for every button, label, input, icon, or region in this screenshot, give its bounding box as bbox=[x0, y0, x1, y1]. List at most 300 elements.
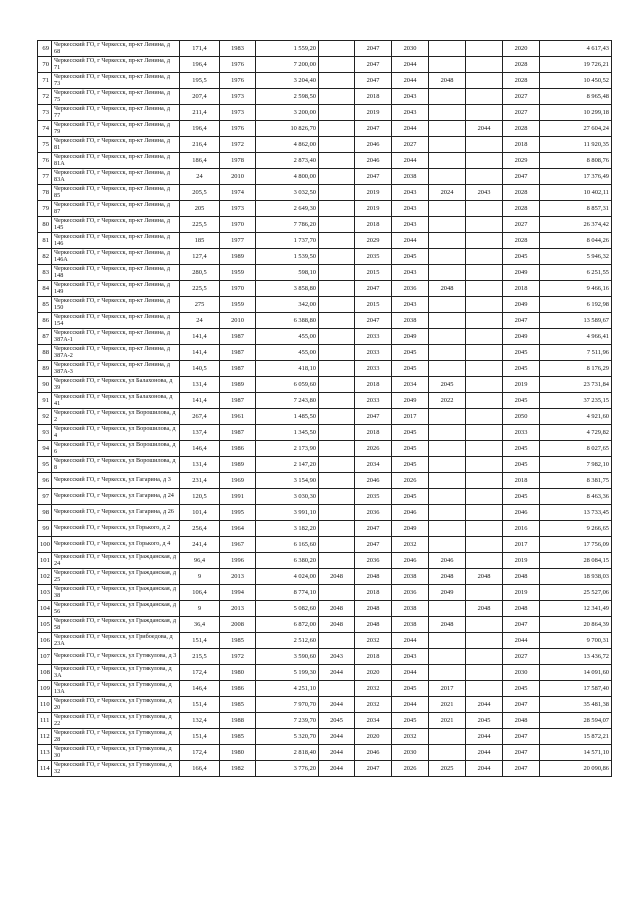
year-col-5 bbox=[466, 377, 503, 393]
area-cell: 24 bbox=[180, 313, 220, 329]
address-cell: Черкесский ГО, г Черкесск, пр-кт Ленина, д 387А-1 bbox=[52, 329, 180, 345]
table-row bbox=[38, 297, 612, 313]
year-cell: 1996 bbox=[220, 553, 256, 569]
year-col-5 bbox=[466, 633, 503, 649]
year-cell: 1987 bbox=[220, 345, 256, 361]
year-col-1 bbox=[319, 313, 355, 329]
area-cell: 216,4 bbox=[180, 137, 220, 153]
total-cell: 13 733,45 bbox=[540, 505, 612, 521]
cost-cell: 1 345,50 bbox=[256, 425, 319, 441]
total-cell: 8 965,48 bbox=[540, 89, 612, 105]
total-cell: 10 402,11 bbox=[540, 185, 612, 201]
year-col-4 bbox=[429, 265, 466, 281]
year-col-6: 2020 bbox=[503, 41, 540, 57]
total-cell: 35 481,38 bbox=[540, 697, 612, 713]
year-col-2: 2019 bbox=[355, 105, 392, 121]
year-col-1 bbox=[319, 633, 355, 649]
total-cell: 17 376,49 bbox=[540, 169, 612, 185]
row-number: 77 bbox=[38, 169, 52, 185]
year-col-5 bbox=[466, 233, 503, 249]
year-col-1 bbox=[319, 217, 355, 233]
year-col-4 bbox=[429, 153, 466, 169]
year-col-6: 2028 bbox=[503, 185, 540, 201]
year-col-5 bbox=[466, 153, 503, 169]
table-row bbox=[38, 553, 612, 569]
year-col-6: 2048 bbox=[503, 569, 540, 585]
row-number: 114 bbox=[38, 761, 52, 777]
year-col-3: 2038 bbox=[392, 601, 429, 617]
cost-cell: 3 200,00 bbox=[256, 105, 319, 121]
total-cell: 10 450,52 bbox=[540, 73, 612, 89]
total-cell: 10 299,18 bbox=[540, 105, 612, 121]
table-row bbox=[38, 233, 612, 249]
year-col-1: 2044 bbox=[319, 745, 355, 761]
year-col-4 bbox=[429, 633, 466, 649]
year-col-3: 2044 bbox=[392, 233, 429, 249]
year-col-2: 2018 bbox=[355, 89, 392, 105]
year-col-4 bbox=[429, 521, 466, 537]
year-col-3: 2043 bbox=[392, 201, 429, 217]
address-cell: Черкесский ГО, г Черкесск, ул Грибоедова, д 23А bbox=[52, 633, 180, 649]
cost-cell: 1 737,70 bbox=[256, 233, 319, 249]
year-col-6: 2047 bbox=[503, 761, 540, 777]
year-col-1: 2044 bbox=[319, 665, 355, 681]
year-cell: 1987 bbox=[220, 329, 256, 345]
table-row bbox=[38, 521, 612, 537]
year-col-1: 2043 bbox=[319, 649, 355, 665]
row-number: 72 bbox=[38, 89, 52, 105]
table-row bbox=[38, 457, 612, 473]
year-cell: 1972 bbox=[220, 137, 256, 153]
year-cell: 1989 bbox=[220, 377, 256, 393]
year-col-2: 2015 bbox=[355, 297, 392, 313]
total-cell: 8 808,76 bbox=[540, 153, 612, 169]
year-col-2: 2047 bbox=[355, 57, 392, 73]
year-col-5 bbox=[466, 169, 503, 185]
address-cell: Черкесский ГО, г Черкесск, ул Гражданская, д 58 bbox=[52, 617, 180, 633]
year-col-4 bbox=[429, 313, 466, 329]
year-col-4 bbox=[429, 665, 466, 681]
year-cell: 1989 bbox=[220, 249, 256, 265]
year-col-3: 2045 bbox=[392, 681, 429, 697]
year-cell: 1987 bbox=[220, 393, 256, 409]
area-cell: 127,4 bbox=[180, 249, 220, 265]
cost-cell: 598,10 bbox=[256, 265, 319, 281]
total-cell: 8 381,75 bbox=[540, 473, 612, 489]
year-col-2: 2046 bbox=[355, 473, 392, 489]
year-col-1: 2048 bbox=[319, 601, 355, 617]
row-number: 70 bbox=[38, 57, 52, 73]
year-cell: 1974 bbox=[220, 185, 256, 201]
table-body bbox=[38, 41, 612, 777]
table-row bbox=[38, 265, 612, 281]
year-col-3: 2036 bbox=[392, 281, 429, 297]
year-cell: 1973 bbox=[220, 201, 256, 217]
year-col-3: 2044 bbox=[392, 73, 429, 89]
table-row bbox=[38, 169, 612, 185]
year-col-3: 2043 bbox=[392, 649, 429, 665]
row-number: 88 bbox=[38, 345, 52, 361]
address-cell: Черкесский ГО, г Черкесск, пр-кт Ленина, д 68 bbox=[52, 41, 180, 57]
row-number: 76 bbox=[38, 153, 52, 169]
year-col-6: 2045 bbox=[503, 249, 540, 265]
year-col-3: 2046 bbox=[392, 505, 429, 521]
year-col-4: 2021 bbox=[429, 697, 466, 713]
year-col-5: 2044 bbox=[466, 121, 503, 137]
cost-cell: 1 539,50 bbox=[256, 249, 319, 265]
year-col-6: 2047 bbox=[503, 617, 540, 633]
area-cell: 195,5 bbox=[180, 73, 220, 89]
cost-cell: 5 199,30 bbox=[256, 665, 319, 681]
year-col-1: 2044 bbox=[319, 761, 355, 777]
table-row bbox=[38, 441, 612, 457]
year-col-6: 2027 bbox=[503, 217, 540, 233]
area-cell: 171,4 bbox=[180, 41, 220, 57]
year-col-3: 2026 bbox=[392, 473, 429, 489]
table-row bbox=[38, 377, 612, 393]
row-number: 111 bbox=[38, 713, 52, 729]
area-cell: 267,4 bbox=[180, 409, 220, 425]
year-col-1 bbox=[319, 457, 355, 473]
table-row bbox=[38, 713, 612, 729]
year-col-1 bbox=[319, 441, 355, 457]
cost-cell: 2 173,90 bbox=[256, 441, 319, 457]
year-col-3: 2044 bbox=[392, 57, 429, 73]
year-cell: 1973 bbox=[220, 89, 256, 105]
area-cell: 185 bbox=[180, 233, 220, 249]
row-number: 97 bbox=[38, 489, 52, 505]
year-col-6: 2049 bbox=[503, 297, 540, 313]
year-col-5: 2044 bbox=[466, 729, 503, 745]
year-col-1 bbox=[319, 185, 355, 201]
year-col-3: 2038 bbox=[392, 569, 429, 585]
year-col-5 bbox=[466, 281, 503, 297]
year-col-6: 2028 bbox=[503, 57, 540, 73]
year-col-4 bbox=[429, 89, 466, 105]
total-cell: 14 571,10 bbox=[540, 745, 612, 761]
address-cell: Черкесский ГО, г Черкесск, ул Гутякулова, д 3 bbox=[52, 649, 180, 665]
year-col-1 bbox=[319, 89, 355, 105]
year-col-4 bbox=[429, 409, 466, 425]
table-row bbox=[38, 137, 612, 153]
cost-cell: 1 485,50 bbox=[256, 409, 319, 425]
cost-cell: 418,10 bbox=[256, 361, 319, 377]
year-col-6: 2045 bbox=[503, 681, 540, 697]
year-col-2: 2047 bbox=[355, 41, 392, 57]
total-cell: 17 756,09 bbox=[540, 537, 612, 553]
total-cell: 9 266,65 bbox=[540, 521, 612, 537]
address-cell: Черкесский ГО, г Черкесск, ул Гутякулова, д 20 bbox=[52, 697, 180, 713]
table-row bbox=[38, 617, 612, 633]
year-col-2: 2032 bbox=[355, 633, 392, 649]
table-row bbox=[38, 313, 612, 329]
year-cell: 1988 bbox=[220, 713, 256, 729]
year-col-1: 2048 bbox=[319, 617, 355, 633]
table-row bbox=[38, 665, 612, 681]
year-col-6: 2045 bbox=[503, 345, 540, 361]
year-col-1 bbox=[319, 153, 355, 169]
row-number: 90 bbox=[38, 377, 52, 393]
address-cell: Черкесский ГО, г Черкесск, ул Гутякулова, д 30 bbox=[52, 745, 180, 761]
table-row bbox=[38, 393, 612, 409]
table-row bbox=[38, 89, 612, 105]
total-cell: 6 192,98 bbox=[540, 297, 612, 313]
year-col-5 bbox=[466, 537, 503, 553]
year-col-3: 2032 bbox=[392, 537, 429, 553]
row-number: 85 bbox=[38, 297, 52, 313]
cost-cell: 5 082,60 bbox=[256, 601, 319, 617]
total-cell: 12 341,49 bbox=[540, 601, 612, 617]
year-col-2: 2047 bbox=[355, 521, 392, 537]
area-cell: 106,4 bbox=[180, 585, 220, 601]
row-number: 83 bbox=[38, 265, 52, 281]
total-cell: 26 374,42 bbox=[540, 217, 612, 233]
table-row bbox=[38, 649, 612, 665]
year-col-5 bbox=[466, 265, 503, 281]
address-cell: Черкесский ГО, г Черкесск, ул Гагарина, д 24 bbox=[52, 489, 180, 505]
year-col-5 bbox=[466, 489, 503, 505]
year-col-6: 2019 bbox=[503, 377, 540, 393]
address-cell: Черкесский ГО, г Черкесск, пр-кт Ленина, д 149 bbox=[52, 281, 180, 297]
cost-cell: 4 024,00 bbox=[256, 569, 319, 585]
total-cell: 13 436,72 bbox=[540, 649, 612, 665]
cost-cell: 3 182,20 bbox=[256, 521, 319, 537]
cost-cell: 2 598,50 bbox=[256, 89, 319, 105]
year-col-6: 2045 bbox=[503, 361, 540, 377]
year-col-1 bbox=[319, 473, 355, 489]
year-col-2: 2018 bbox=[355, 425, 392, 441]
address-cell: Черкесский ГО, г Черкесск, пр-кт Ленина, д 85 bbox=[52, 185, 180, 201]
cost-cell: 6 388,80 bbox=[256, 313, 319, 329]
year-col-1 bbox=[319, 57, 355, 73]
year-col-2: 2047 bbox=[355, 761, 392, 777]
cost-cell: 10 826,70 bbox=[256, 121, 319, 137]
year-col-6: 2048 bbox=[503, 713, 540, 729]
total-cell: 11 920,35 bbox=[540, 137, 612, 153]
year-col-3: 2045 bbox=[392, 489, 429, 505]
year-cell: 1980 bbox=[220, 665, 256, 681]
table-row bbox=[38, 425, 612, 441]
row-number: 99 bbox=[38, 521, 52, 537]
year-cell: 1970 bbox=[220, 217, 256, 233]
year-col-5 bbox=[466, 57, 503, 73]
row-number: 80 bbox=[38, 217, 52, 233]
year-col-5 bbox=[466, 249, 503, 265]
year-col-4: 2022 bbox=[429, 393, 466, 409]
year-col-1 bbox=[319, 265, 355, 281]
year-col-4 bbox=[429, 345, 466, 361]
address-cell: Черкесский ГО, г Черкесск, ул Гражданская, д 56 bbox=[52, 601, 180, 617]
year-col-5 bbox=[466, 617, 503, 633]
year-cell: 1961 bbox=[220, 409, 256, 425]
address-cell: Черкесский ГО, г Черкесск, пр-кт Ленина, д 148 bbox=[52, 265, 180, 281]
year-col-3: 2045 bbox=[392, 457, 429, 473]
year-col-2: 2046 bbox=[355, 137, 392, 153]
address-cell: Черкесский ГО, г Черкесск, пр-кт Ленина, д 73 bbox=[52, 73, 180, 89]
address-cell: Черкесский ГО, г Черкесск, ул Горького, д 4 bbox=[52, 537, 180, 553]
year-col-5 bbox=[466, 457, 503, 473]
year-col-4: 2048 bbox=[429, 617, 466, 633]
year-col-6: 2028 bbox=[503, 233, 540, 249]
table-row bbox=[38, 601, 612, 617]
address-cell: Черкесский ГО, г Черкесск, пр-кт Ленина, д 81А bbox=[52, 153, 180, 169]
year-col-2: 2033 bbox=[355, 361, 392, 377]
cost-cell: 7 786,20 bbox=[256, 217, 319, 233]
row-number: 69 bbox=[38, 41, 52, 57]
address-cell: Черкесский ГО, г Черкесск, пр-кт Ленина, д 146А bbox=[52, 249, 180, 265]
year-cell: 1970 bbox=[220, 281, 256, 297]
year-col-1: 2045 bbox=[319, 713, 355, 729]
year-col-2: 2047 bbox=[355, 169, 392, 185]
year-col-4 bbox=[429, 473, 466, 489]
area-cell: 141,4 bbox=[180, 329, 220, 345]
row-number: 105 bbox=[38, 617, 52, 633]
year-col-6: 2030 bbox=[503, 665, 540, 681]
housing-table bbox=[37, 40, 612, 777]
year-cell: 1986 bbox=[220, 441, 256, 457]
year-col-4 bbox=[429, 201, 466, 217]
year-col-1 bbox=[319, 329, 355, 345]
year-col-4 bbox=[429, 425, 466, 441]
year-col-3: 2046 bbox=[392, 553, 429, 569]
row-number: 108 bbox=[38, 665, 52, 681]
cost-cell: 3 204,40 bbox=[256, 73, 319, 89]
table-row bbox=[38, 281, 612, 297]
row-number: 104 bbox=[38, 601, 52, 617]
total-cell: 4 617,43 bbox=[540, 41, 612, 57]
address-cell: Черкесский ГО, г Черкесск, пр-кт Ленина, д 75 bbox=[52, 89, 180, 105]
address-cell: Черкесский ГО, г Черкесск, пр-кт Ленина, д 81 bbox=[52, 137, 180, 153]
year-col-6: 2019 bbox=[503, 553, 540, 569]
year-col-3: 2034 bbox=[392, 377, 429, 393]
year-cell: 1973 bbox=[220, 105, 256, 121]
year-col-2: 2019 bbox=[355, 201, 392, 217]
year-col-1 bbox=[319, 169, 355, 185]
row-number: 78 bbox=[38, 185, 52, 201]
year-col-6: 2047 bbox=[503, 729, 540, 745]
table-row bbox=[38, 505, 612, 521]
address-cell: Черкесский ГО, г Черкесск, ул Гутякулова, д 13А bbox=[52, 681, 180, 697]
cost-cell: 4 862,00 bbox=[256, 137, 319, 153]
row-number: 86 bbox=[38, 313, 52, 329]
year-col-4: 2017 bbox=[429, 681, 466, 697]
cost-cell: 3 154,90 bbox=[256, 473, 319, 489]
year-col-3: 2044 bbox=[392, 633, 429, 649]
year-col-5: 2048 bbox=[466, 569, 503, 585]
year-col-4 bbox=[429, 121, 466, 137]
total-cell: 18 938,03 bbox=[540, 569, 612, 585]
year-col-6: 2046 bbox=[503, 505, 540, 521]
year-col-5 bbox=[466, 313, 503, 329]
year-col-6: 2018 bbox=[503, 137, 540, 153]
year-col-5 bbox=[466, 665, 503, 681]
year-col-2: 2033 bbox=[355, 329, 392, 345]
year-col-4: 2024 bbox=[429, 185, 466, 201]
year-col-3: 2027 bbox=[392, 137, 429, 153]
address-cell: Черкесский ГО, г Черкесск, пр-кт Ленина, д 71 bbox=[52, 57, 180, 73]
year-col-5 bbox=[466, 393, 503, 409]
year-col-4 bbox=[429, 505, 466, 521]
year-col-4: 2021 bbox=[429, 713, 466, 729]
table-row bbox=[38, 249, 612, 265]
row-number: 103 bbox=[38, 585, 52, 601]
year-col-5 bbox=[466, 297, 503, 313]
year-col-5 bbox=[466, 585, 503, 601]
year-col-5: 2043 bbox=[466, 185, 503, 201]
year-col-5 bbox=[466, 73, 503, 89]
area-cell: 141,4 bbox=[180, 393, 220, 409]
year-col-6: 2045 bbox=[503, 441, 540, 457]
year-cell: 1959 bbox=[220, 265, 256, 281]
year-cell: 1995 bbox=[220, 505, 256, 521]
year-col-6: 2018 bbox=[503, 281, 540, 297]
year-col-5 bbox=[466, 521, 503, 537]
year-col-4: 2048 bbox=[429, 73, 466, 89]
area-cell: 225,5 bbox=[180, 281, 220, 297]
year-col-3: 2045 bbox=[392, 345, 429, 361]
cost-cell: 2 873,40 bbox=[256, 153, 319, 169]
row-number: 95 bbox=[38, 457, 52, 473]
area-cell: 131,4 bbox=[180, 377, 220, 393]
year-col-4 bbox=[429, 441, 466, 457]
area-cell: 215,5 bbox=[180, 649, 220, 665]
year-cell: 1994 bbox=[220, 585, 256, 601]
area-cell: 205 bbox=[180, 201, 220, 217]
year-col-6: 2045 bbox=[503, 457, 540, 473]
cost-cell: 2 512,60 bbox=[256, 633, 319, 649]
total-cell: 17 587,40 bbox=[540, 681, 612, 697]
total-cell: 19 726,21 bbox=[540, 57, 612, 73]
year-col-5 bbox=[466, 329, 503, 345]
cost-cell: 4 251,10 bbox=[256, 681, 319, 697]
table-row bbox=[38, 105, 612, 121]
address-cell: Черкесский ГО, г Черкесск, пр-кт Ленина, д 145 bbox=[52, 217, 180, 233]
cost-cell: 6 059,60 bbox=[256, 377, 319, 393]
area-cell: 24 bbox=[180, 169, 220, 185]
table-row bbox=[38, 201, 612, 217]
table-row bbox=[38, 569, 612, 585]
year-col-3: 2043 bbox=[392, 265, 429, 281]
year-col-6: 2049 bbox=[503, 265, 540, 281]
year-col-1 bbox=[319, 585, 355, 601]
row-number: 110 bbox=[38, 697, 52, 713]
address-cell: Черкесский ГО, г Черкесск, ул Ворошилова, д 2 bbox=[52, 409, 180, 425]
year-col-4 bbox=[429, 489, 466, 505]
year-col-5 bbox=[466, 505, 503, 521]
cost-cell: 7 200,00 bbox=[256, 57, 319, 73]
row-number: 109 bbox=[38, 681, 52, 697]
year-col-2: 2048 bbox=[355, 601, 392, 617]
year-col-3: 2049 bbox=[392, 393, 429, 409]
row-number: 89 bbox=[38, 361, 52, 377]
area-cell: 131,4 bbox=[180, 457, 220, 473]
year-col-2: 2047 bbox=[355, 409, 392, 425]
year-col-5 bbox=[466, 649, 503, 665]
total-cell: 5 946,32 bbox=[540, 249, 612, 265]
year-col-2: 2019 bbox=[355, 185, 392, 201]
address-cell: Черкесский ГО, г Черкесск, пр-кт Ленина, д 146 bbox=[52, 233, 180, 249]
year-col-4: 2048 bbox=[429, 281, 466, 297]
table-row bbox=[38, 185, 612, 201]
year-cell: 2013 bbox=[220, 601, 256, 617]
year-col-3: 2026 bbox=[392, 761, 429, 777]
year-col-1 bbox=[319, 121, 355, 137]
year-col-2: 2034 bbox=[355, 457, 392, 473]
area-cell: 172,4 bbox=[180, 745, 220, 761]
year-col-6: 2017 bbox=[503, 537, 540, 553]
year-col-5: 2045 bbox=[466, 713, 503, 729]
year-cell: 1976 bbox=[220, 73, 256, 89]
